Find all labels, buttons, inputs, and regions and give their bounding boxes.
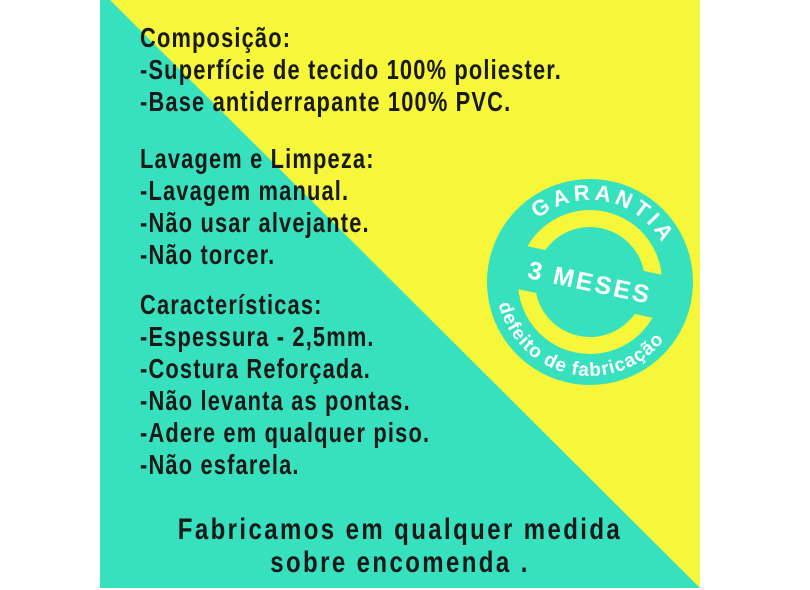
spec-line-pontas: -Não levanta as pontas.	[140, 385, 411, 416]
section-lavagem	[140, 143, 375, 271]
footer-note-line2: sobre encomenda .	[270, 546, 530, 579]
footer-note	[160, 513, 640, 579]
section-composicao	[140, 22, 562, 118]
stamp-center-text: 3 MESES	[525, 256, 655, 310]
spec-line-espessura: -Espessura - 2,5mm.	[140, 321, 375, 352]
section-lavagem-title: Lavagem e Limpeza:	[140, 143, 375, 174]
stamp-bottom-arc-text: defeito de fabricação	[493, 299, 669, 382]
spec-line-alvejante: -Não usar alvejante.	[140, 207, 370, 238]
spec-line-base: -Base antiderrapante 100% PVC.	[140, 86, 512, 117]
section-caracteristicas	[140, 289, 430, 481]
footer-note-line1: Fabricamos em qualquer medida	[177, 513, 623, 546]
spec-line-costura: -Costura Reforçada.	[140, 353, 371, 384]
spec-line-surface: -Superfície de tecido 100% poliester.	[140, 54, 562, 85]
warranty-stamp	[480, 172, 700, 392]
spec-line-adere: -Adere em qualquer piso.	[140, 417, 431, 448]
section-caracteristicas-title: Características:	[140, 289, 323, 320]
spec-line-esfarela: -Não esfarela.	[140, 449, 300, 480]
product-info-panel	[100, 0, 700, 588]
section-composicao-title: Composição:	[140, 22, 292, 53]
stamp-top-arc-text: GARANTIA	[526, 179, 681, 249]
spec-line-torcer: -Não torcer.	[140, 239, 276, 270]
spec-line-lavagem-manual: -Lavagem manual.	[140, 175, 350, 206]
